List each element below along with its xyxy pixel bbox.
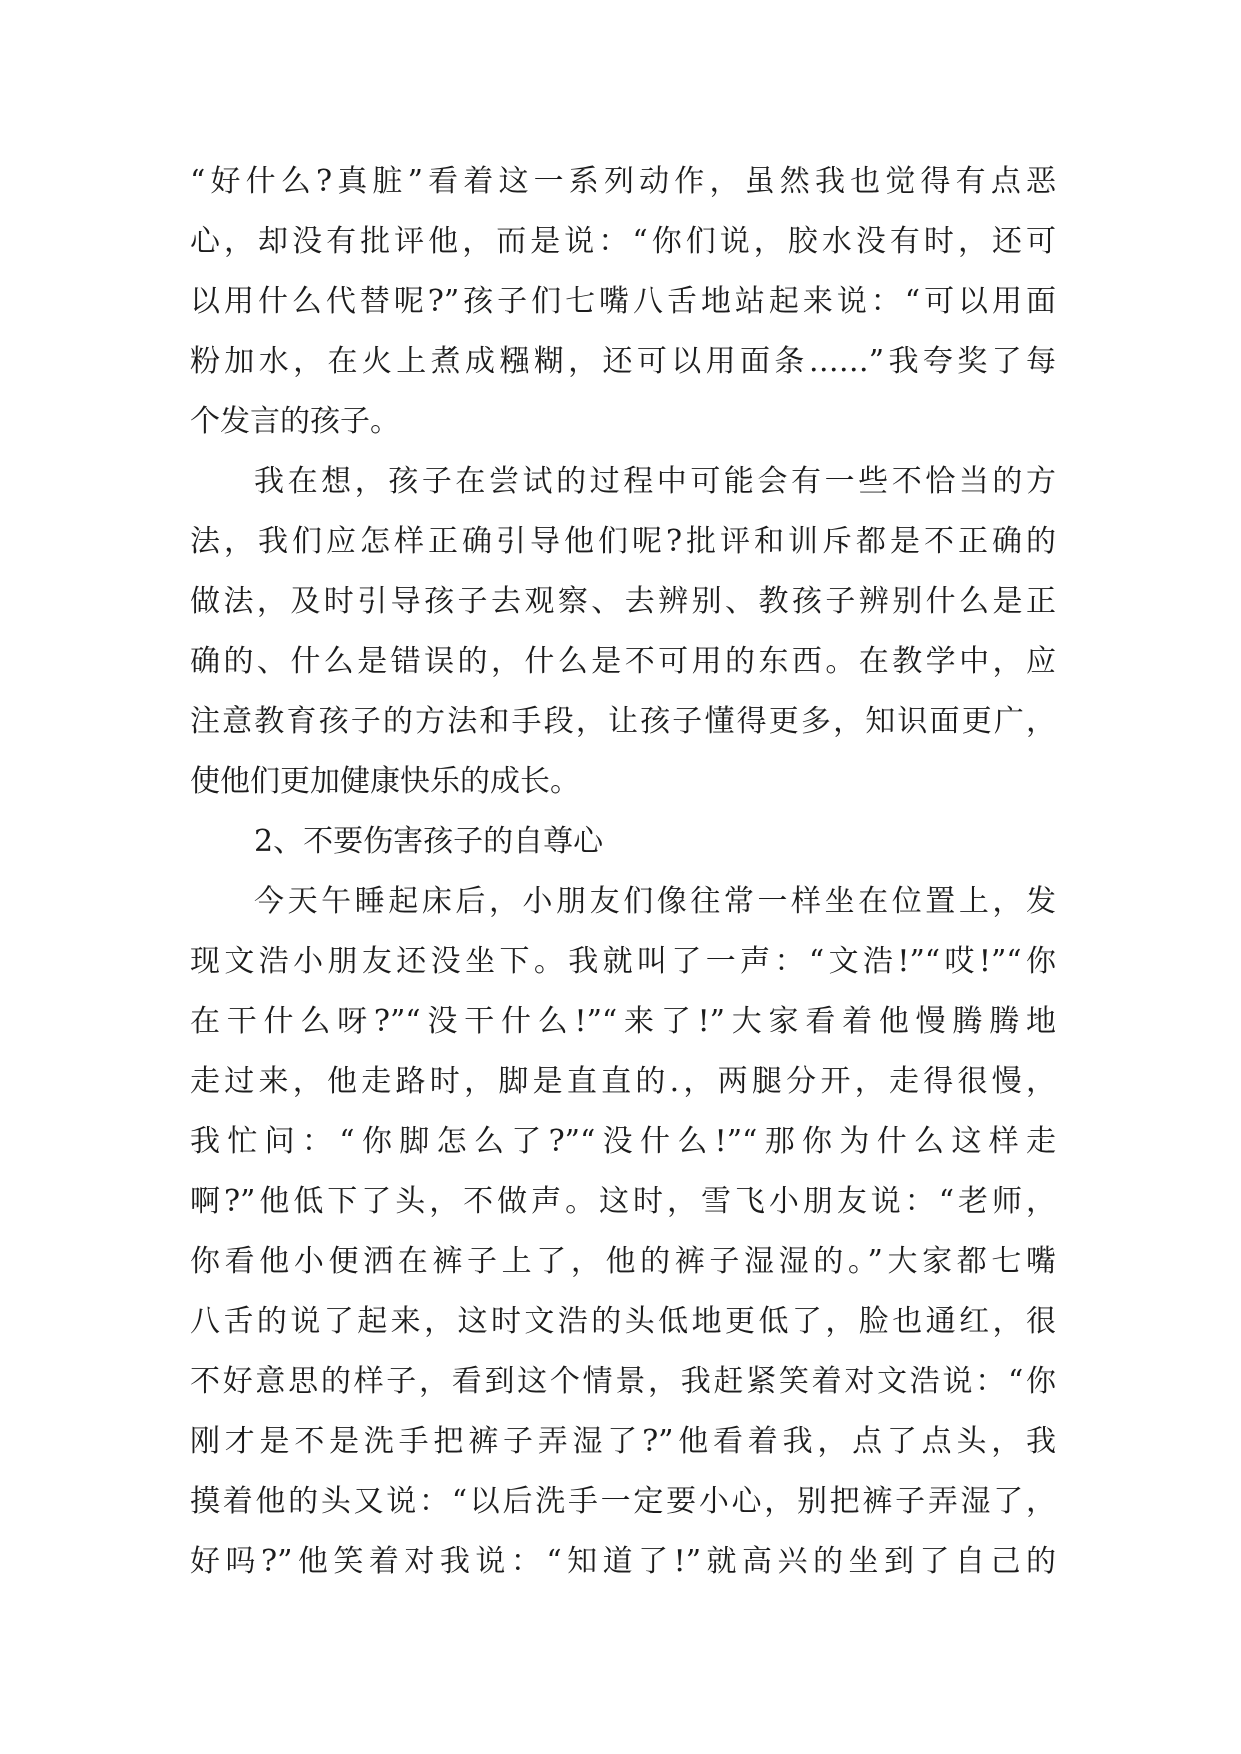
text-line: 2、不要伤害孩子的自尊心 (254, 824, 604, 859)
text-line: 粉加水，在火上煮成糨糊，还可以用面条……”我夸奖了每 (190, 344, 1056, 379)
text-line: 摸着他的头又说：“以后洗手一定要小心，别把裤子弄湿了， (190, 1484, 1056, 1519)
text-line: 我在想，孩子在尝试的过程中可能会有一些不恰当的方 (254, 464, 1056, 499)
text-line: “好什么?真脏”看着这一系列动作，虽然我也觉得有点恶 (190, 164, 1056, 199)
text-line: 现文浩小朋友还没坐下。我就叫了一声：“文浩!”“哎!”“你 (190, 944, 1056, 979)
text-line: 我忙问：“你脚怎么了?”“没什么!”“那你为什么这样走 (190, 1124, 1056, 1159)
text-line: 使他们更加健康快乐的成长。 (190, 764, 580, 799)
text-line: 啊?”他低下了头，不做声。这时，雪飞小朋友说：“老师， (190, 1184, 1056, 1219)
document-body (190, 152, 1056, 1592)
text-line: 走过来，他走路时，脚是直直的.，两腿分开，走得很慢， (190, 1064, 1056, 1099)
text-line: 在干什么呀?”“没干什么!”“来了!”大家看着他慢腾腾地 (190, 1004, 1056, 1039)
text-line: 好吗?”他笑着对我说：“知道了!”就高兴的坐到了自己的 (190, 1544, 1056, 1579)
text-line: 确的、什么是错误的，什么是不可用的东西。在教学中，应 (190, 644, 1056, 679)
text-line: 你看他小便洒在裤子上了，他的裤子湿湿的。”大家都七嘴 (190, 1244, 1056, 1279)
text-line: 做法，及时引导孩子去观察、去辨别、教孩子辨别什么是正 (190, 584, 1056, 619)
text-line: 今天午睡起床后，小朋友们像往常一样坐在位置上，发 (254, 884, 1056, 919)
text-line: 刚才是不是洗手把裤子弄湿了?”他看着我，点了点头，我 (190, 1424, 1056, 1459)
text-line: 法，我们应怎样正确引导他们呢?批评和训斥都是不正确的 (190, 524, 1056, 559)
text-line: 个发言的孩子。 (190, 404, 400, 439)
text-line: 注意教育孩子的方法和手段，让孩子懂得更多，知识面更广， (190, 704, 1056, 739)
text-line: 八舌的说了起来，这时文浩的头低地更低了，脸也通红，很 (190, 1304, 1056, 1339)
text-line: 心，却没有批评他，而是说：“你们说，胶水没有时，还可 (190, 224, 1056, 259)
text-line: 不好意思的样子，看到这个情景，我赶紧笑着对文浩说：“你 (190, 1364, 1056, 1399)
text-line: 以用什么代替呢?”孩子们七嘴八舌地站起来说：“可以用面 (190, 284, 1056, 319)
